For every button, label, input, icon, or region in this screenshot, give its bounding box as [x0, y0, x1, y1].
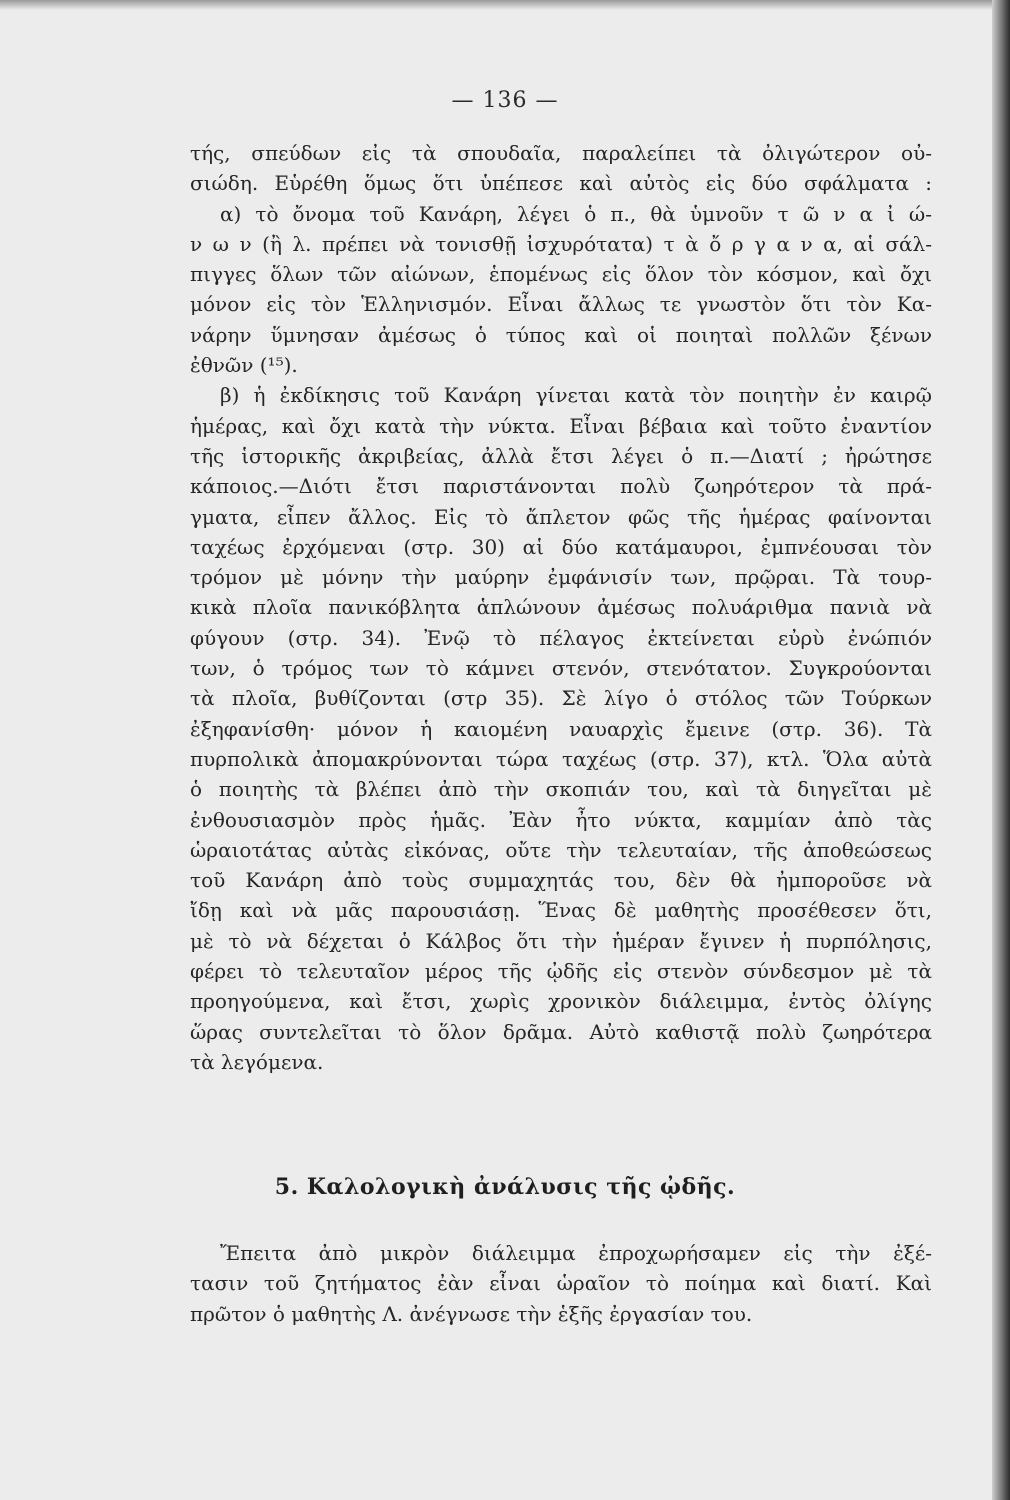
page-right-edge	[992, 0, 1010, 1500]
text-line: τὰ λεγόμενα.	[190, 1049, 324, 1074]
text-line: φύγουν (στρ. 34). Ἐνῷ τὸ πέλαγος ἐκτείνεται εὐρὺ ἐνώπιόν	[190, 625, 932, 650]
text-line: πιγγες ὅλων τῶν αἰώνων, ἑπομένως εἰς ὅλον τὸν κόσμον, καὶ ὄχι	[190, 262, 932, 287]
text-line: ν ω ν (ἢ λ. πρέπει νὰ τονισθῇ ἰσχυρότατα) τ ὰ ὄ ρ γ α ν α, αἱ σάλ-	[190, 231, 932, 256]
page-number: — 136 —	[451, 88, 559, 113]
text-line: ἡμέρας, καὶ ὄχι κατὰ τὴν νύκτα. Εἶναι βέβαια καὶ τοῦτο ἐναντίον	[190, 413, 932, 438]
text-line: τοῦ Κανάρη ἀπὸ τοὺς συμμαχητάς του, δὲν θὰ ἠμποροῦσε νὰ	[190, 868, 932, 893]
text-line: γματα, εἶπεν ἄλλος. Εἰς τὸ ἄπλετον φῶς τῆς ἡμέρας φαίνονται	[190, 504, 932, 529]
text-line: τῆς ἱστορικῆς ἀκριβείας, ἀλλὰ ἔτσι λέγει ὁ π.—Διατί ; ἠρώτησε	[190, 443, 932, 468]
text-line: ὁ ποιητὴς τὰ βλέπει ἀπὸ τὴν σκοπιάν του, καὶ τὰ διηγεῖται μὲ	[190, 777, 932, 802]
section-text	[190, 1238, 932, 1329]
text-line: πυρπολικὰ ἀπομακρύνονται τώρα ταχέως (στρ. 37), κτλ. Ὅλα αὐτὰ	[190, 746, 932, 771]
section-heading: 5. Καλολογικὴ ἀνάλυσις τῆς ᾠδῆς.	[274, 1174, 736, 1200]
text-line: πρῶτον ὁ μαθητὴς Λ. ἀνέγνωσε τὴν ἑξῆς ἐργασίαν του.	[190, 1301, 753, 1326]
text-line: α) τὸ ὄνομα τοῦ Κανάρη, λέγει ὁ π., θὰ ὑμνοῦν τ ῶ ν α ἰ ώ-	[220, 201, 932, 226]
text-line: ἴδῃ καὶ νὰ μᾶς παρουσιάσῃ. Ἕνας δὲ μαθητὴς προσέθεσεν ὅτι,	[190, 898, 932, 923]
text-line: ταχέως ἐρχόμεναι (στρ. 30) αἱ δύο κατάμαυροι, ἐμπνέουσαι τὸν	[190, 534, 932, 559]
text-line: ἐθνῶν (¹⁵).	[190, 353, 298, 378]
text-line: Ἔπειτα ἀπὸ μικρὸν διάλειμμα ἐπροχωρήσαμεν εἰς τὴν ἐξέ-	[220, 1241, 932, 1265]
text-line: β) ἡ ἐκδίκησις τοῦ Κανάρη γίνεται κατὰ τὸν ποιητὴν ἐν καιρῷ	[220, 383, 932, 408]
text-line: ὥρας συντελεῖται τὸ ὅλον δρᾶμα. Αὐτὸ καθιστᾷ πολὺ ζωηρότερα	[190, 1019, 932, 1044]
text-line: ὡραιοτάτας αὐτὰς εἰκόνας, οὔτε τὴν τελευταίαν, τῆς ἀποθεώσεως	[190, 837, 932, 862]
text-line: σιώδη. Εὑρέθη ὅμως ὅτι ὑπέπεσε καὶ αὐτὸς εἰς δύο σφάλματα :	[190, 171, 932, 196]
text-line: τής, σπεύδων εἰς τὰ σπουδαῖα, παραλείπει τὰ ὀλιγώτερον οὐ-	[190, 141, 932, 165]
text-line: νάρην ὕμνησαν ἀμέσως ὁ τύπος καὶ οἱ ποιηταὶ πολλῶν ξένων	[190, 322, 932, 347]
text-line: ἐξηφανίσθη· μόνον ἡ καιομένη ναυαρχὶς ἔμεινε (στρ. 36). Τὰ	[190, 716, 932, 741]
text-line: τὰ πλοῖα, βυθίζονται (στρ 35). Σὲ λίγο ὁ στόλος τῶν Τούρκων	[190, 686, 932, 711]
text-line: κικὰ πλοῖα πανικόβλητα ἁπλώνουν ἀμέσως πολυάριθμα πανιὰ νὰ	[190, 595, 932, 620]
page-top-shadow	[0, 0, 1010, 10]
text-line: φέρει τὸ τελευταῖον μέρος τῆς ᾠδῆς εἰς στενὸν σύνδεσμον μὲ τὰ	[190, 959, 932, 984]
body-text	[190, 138, 932, 1077]
text-line: μόνον εἰς τὸν Ἑλληνισμόν. Εἶναι ἄλλως τε γνωστὸν ὅτι τὸν Κα-	[190, 292, 932, 317]
text-line: τρόμον μὲ μόνην τὴν μαύρην ἐμφάνισίν των, πρῷραι. Τὰ τουρ-	[190, 565, 932, 590]
text-line: προηγούμενα, καὶ ἔτσι, χωρὶς χρονικὸν διάλειμμα, ἐντὸς ὀλίγης	[190, 989, 932, 1014]
text-line: των, ὁ τρόμος των τὸ κάμνει στενόν, στενότατον. Συγκρούονται	[190, 656, 932, 681]
text-line: μὲ τὸ νὰ δέχεται ὁ Κάλβος ὅτι τὴν ἡμέραν ἔγινεν ἡ πυρπόλησις,	[190, 928, 932, 953]
text-line: τασιν τοῦ ζητήματος ἐὰν εἶναι ὡραῖον τὸ ποίημα καὶ διατί. Καὶ	[190, 1271, 932, 1296]
text-line: κάποιος.—Διότι ἔτσι παριστάνονται πολὺ ζωηρότερον τὰ πρά-	[190, 474, 932, 499]
text-line: ἐνθουσιασμὸν πρὸς ἡμᾶς. Ἐὰν ἦτο νύκτα, καμμίαν ἀπὸ τὰς	[190, 807, 932, 832]
